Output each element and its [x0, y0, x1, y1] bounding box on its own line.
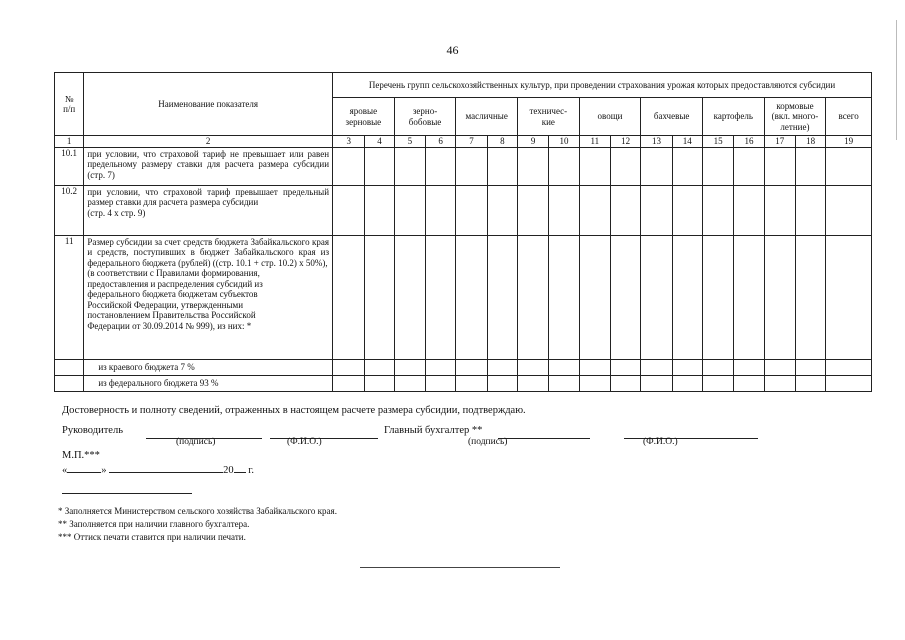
value-cell[interactable]: [549, 235, 579, 359]
crop-group-header: зерно- бобовые: [394, 98, 456, 136]
row-number: 10.1: [55, 147, 84, 185]
value-cell[interactable]: [456, 147, 487, 185]
page-edge-line: [896, 20, 897, 140]
value-cell[interactable]: [826, 147, 872, 185]
value-cell[interactable]: [518, 147, 549, 185]
value-cell[interactable]: [487, 185, 517, 235]
date-month-field[interactable]: [109, 463, 223, 473]
date-line: [62, 463, 254, 476]
value-cell[interactable]: [610, 235, 640, 359]
value-cell[interactable]: [333, 375, 365, 391]
value-cell[interactable]: [641, 147, 672, 185]
column-number: 18: [795, 136, 825, 148]
row-number: 10.2: [55, 185, 84, 235]
date-day-field[interactable]: [67, 463, 101, 473]
indicator-name: из краевого бюджета 7 %: [84, 359, 333, 375]
indicator-text-line: федерального бюджета бюджетам субъектов: [87, 289, 258, 299]
column-number: 19: [826, 136, 872, 148]
footnote-separator: [62, 493, 192, 494]
value-cell[interactable]: [641, 185, 672, 235]
crop-group-header: техничес- кие: [518, 98, 580, 136]
column-number: 11: [579, 136, 610, 148]
crop-group-header: кормовые (вкл. много- летние): [764, 98, 826, 136]
bottom-rule: [360, 567, 560, 568]
value-cell[interactable]: [641, 359, 672, 375]
confirmation-statement: Достоверность и полноту сведений, отраженных в настоящем расчете размера субсидии, подтверждаю.: [62, 405, 526, 416]
row-number: [55, 359, 84, 375]
value-cell[interactable]: [365, 359, 394, 375]
column-number: 5: [394, 136, 425, 148]
value-cell[interactable]: [394, 235, 425, 359]
value-cell[interactable]: [394, 359, 425, 375]
column-number: 14: [672, 136, 702, 148]
subsidy-table: [54, 72, 872, 392]
stamp-placeholder: М.П.***: [62, 450, 100, 461]
value-cell[interactable]: [795, 359, 825, 375]
value-cell[interactable]: [764, 375, 795, 391]
value-cell[interactable]: [764, 359, 795, 375]
value-cell[interactable]: [734, 185, 764, 235]
value-cell[interactable]: [456, 235, 487, 359]
crop-group-header: масличные: [456, 98, 518, 136]
footnotes: [58, 505, 337, 544]
date-open-quote: «: [62, 465, 68, 476]
value-cell[interactable]: [672, 185, 702, 235]
table-row: [55, 147, 872, 185]
crop-group-header: овощи: [579, 98, 641, 136]
value-cell[interactable]: [702, 185, 733, 235]
value-cell[interactable]: [702, 235, 733, 359]
head-name-hint: (Ф.И.О.): [287, 437, 322, 447]
value-cell[interactable]: [672, 147, 702, 185]
value-cell[interactable]: [672, 375, 702, 391]
value-cell[interactable]: [549, 375, 579, 391]
accountant-signature-line[interactable]: [498, 437, 590, 439]
value-cell[interactable]: [826, 185, 872, 235]
value-cell[interactable]: [456, 359, 487, 375]
value-cell[interactable]: [518, 359, 549, 375]
date-year-prefix: 20: [223, 465, 234, 476]
value-cell[interactable]: [641, 375, 672, 391]
indicator-text-line: постановлением Правительства Российской: [87, 310, 256, 320]
date-year-field[interactable]: [234, 463, 246, 473]
column-number: 7: [456, 136, 487, 148]
value-cell[interactable]: [826, 235, 872, 359]
column-number: 1: [55, 136, 84, 148]
page-number: 46: [446, 43, 459, 57]
table-row: [55, 185, 872, 235]
column-number: 17: [764, 136, 795, 148]
value-cell[interactable]: [365, 235, 394, 359]
value-cell[interactable]: [734, 147, 764, 185]
indicator-name: [84, 235, 333, 359]
value-cell[interactable]: [394, 375, 425, 391]
value-cell[interactable]: [579, 375, 610, 391]
value-cell[interactable]: [795, 147, 825, 185]
value-cell[interactable]: [365, 375, 394, 391]
header-crop-groups: Перечень групп сельскохозяйственных культур, при проведении страхования урожая которых предоставляются субсидии: [333, 73, 872, 98]
value-cell[interactable]: [333, 235, 365, 359]
accountant-label: Главный бухгалтер **: [384, 425, 483, 436]
value-cell[interactable]: [333, 359, 365, 375]
column-number: 3: [333, 136, 365, 148]
head-signature-hint: (подпись): [176, 437, 216, 447]
accountant-name-hint: (Ф.И.О.): [643, 437, 678, 447]
indicator-text-line: (в соответствии с Правилами формирования,: [87, 268, 260, 278]
value-cell[interactable]: [365, 185, 394, 235]
value-cell[interactable]: [487, 359, 517, 375]
value-cell[interactable]: [734, 235, 764, 359]
value-cell[interactable]: [795, 185, 825, 235]
row-number: [55, 375, 84, 391]
table-row: [55, 235, 872, 359]
value-cell[interactable]: [549, 185, 579, 235]
indicator-text-line: при условии, что страховой тариф не превышает или равен предельному размеру ставки для расчета размера субсидии (стр. 7): [87, 148, 330, 180]
value-cell[interactable]: [610, 375, 640, 391]
column-number: 4: [365, 136, 394, 148]
column-number: 16: [734, 136, 764, 148]
indicator-name: [84, 185, 333, 235]
value-cell[interactable]: [333, 147, 365, 185]
value-cell[interactable]: [426, 359, 456, 375]
value-cell[interactable]: [487, 147, 517, 185]
value-cell[interactable]: [426, 185, 456, 235]
value-cell[interactable]: [672, 359, 702, 375]
column-number: 12: [610, 136, 640, 148]
value-cell[interactable]: [487, 375, 517, 391]
column-number: 6: [426, 136, 456, 148]
crop-group-header: картофель: [702, 98, 764, 136]
indicator-text-line: предоставления и распределения субсидий из: [87, 278, 263, 289]
table-row: [55, 375, 872, 391]
value-cell[interactable]: [579, 359, 610, 375]
value-cell[interactable]: [579, 147, 610, 185]
value-cell[interactable]: [579, 235, 610, 359]
value-cell[interactable]: [549, 147, 579, 185]
column-number: 9: [518, 136, 549, 148]
indicator-text-line: Федерации от 30.09.2014 № 999), из них: *: [87, 320, 252, 331]
value-cell[interactable]: [795, 375, 825, 391]
value-cell[interactable]: [610, 185, 640, 235]
crop-group-header: всего: [826, 98, 872, 136]
value-cell[interactable]: [518, 185, 549, 235]
value-cell[interactable]: [549, 359, 579, 375]
indicator-text-line: Размер субсидии за счет средств бюджета Забайкальского края и средств, поступивших в бюджет Забайкальского края из федерального бюджета (рублей) ((стр. 10.1 + стр. 10.2) х 50%),: [87, 236, 330, 268]
column-number: 2: [84, 136, 333, 148]
accountant-signature-hint: (подпись): [468, 437, 508, 447]
row-number: 11: [55, 235, 84, 359]
header-indicator-name: Наименование показателя: [84, 73, 333, 136]
value-cell[interactable]: [518, 235, 549, 359]
value-cell[interactable]: [365, 147, 394, 185]
column-number: 10: [549, 136, 579, 148]
crop-group-header: яровые зерновые: [333, 98, 395, 136]
value-cell[interactable]: [672, 235, 702, 359]
value-cell[interactable]: [579, 185, 610, 235]
indicator-text-line: при условии, что страховой тариф превышает предельный размер ставки для расчета размера субсидии: [87, 186, 330, 207]
value-cell[interactable]: [702, 359, 733, 375]
value-cell[interactable]: [426, 235, 456, 359]
value-cell[interactable]: [702, 147, 733, 185]
value-cell[interactable]: [610, 359, 640, 375]
value-cell[interactable]: [426, 375, 456, 391]
indicator-text-line: (стр. 4 х стр. 9): [87, 207, 146, 218]
indicator-text-line: Российской Федерации, утвержденными: [87, 299, 244, 310]
value-cell[interactable]: [826, 375, 872, 391]
value-cell[interactable]: [487, 235, 517, 359]
value-cell[interactable]: [734, 375, 764, 391]
value-cell[interactable]: [426, 147, 456, 185]
value-cell[interactable]: [333, 185, 365, 235]
value-cell[interactable]: [764, 235, 795, 359]
date-close-quote: »: [101, 465, 107, 476]
value-cell[interactable]: [456, 375, 487, 391]
table-row: [55, 359, 872, 375]
crop-group-header: бахчевые: [641, 98, 703, 136]
indicator-name: [84, 147, 333, 185]
value-cell[interactable]: [826, 359, 872, 375]
indicator-name: из федерального бюджета 93 %: [84, 375, 333, 391]
value-cell[interactable]: [518, 375, 549, 391]
value-cell[interactable]: [610, 147, 640, 185]
column-number: 15: [702, 136, 733, 148]
footnote-1: * Заполняется Министерством сельского хозяйства Забайкальского края.: [58, 506, 337, 516]
head-label: Руководитель: [62, 425, 123, 436]
value-cell[interactable]: [764, 185, 795, 235]
header-row-number: № п/п: [55, 73, 84, 136]
value-cell[interactable]: [734, 359, 764, 375]
value-cell[interactable]: [641, 235, 672, 359]
date-suffix: г.: [248, 465, 254, 476]
value-cell[interactable]: [795, 235, 825, 359]
value-cell[interactable]: [702, 375, 733, 391]
value-cell[interactable]: [394, 185, 425, 235]
footnote-3: *** Оттиск печати ставится при наличии печати.: [58, 532, 246, 542]
column-number: 8: [487, 136, 517, 148]
column-number: 13: [641, 136, 672, 148]
value-cell[interactable]: [394, 147, 425, 185]
value-cell[interactable]: [456, 185, 487, 235]
footnote-2: ** Заполняется при наличии главного бухгалтера.: [58, 519, 250, 529]
value-cell[interactable]: [764, 147, 795, 185]
